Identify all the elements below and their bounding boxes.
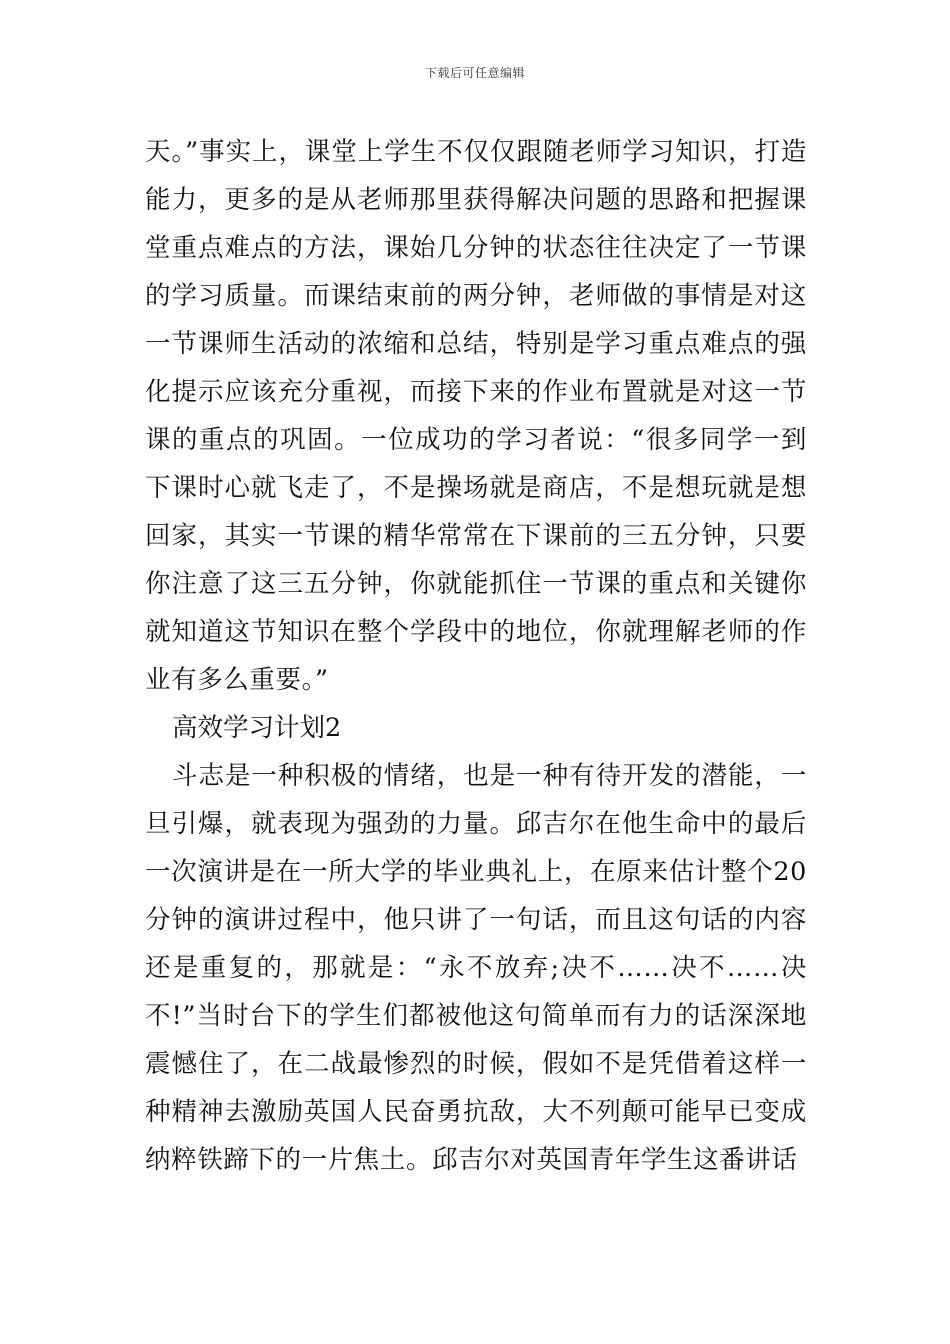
document-body [145,128,807,1184]
paragraph-2: 斗志是一种积极的情绪，也是一种有待开发的潜能，一旦引爆，就表现为强劲的力量。邱吉尔在他生命中的最后一次演讲是在一所大学的毕业典礼上，在原来估计整个20分钟的演讲过程中，他只讲了一句话，而且这句话的内容还是重复的，那就是：“永不放弃;决不……决不……决不!”当时台下的学生们都被他这句简单而有力的话深深地震憾住了，在二战最惨烈的时候，假如不是凭借着这样一种精神去激励英国人民奋勇抗敌，大不列颠可能早已变成纳粹铁蹄下的一片焦土。邱吉尔对英国青年学生这番讲话 [145,761,807,1175]
paragraph-1: 天。”事实上，课堂上学生不仅仅跟随老师学习知识，打造能力，更多的是从老师那里获得解决问题的思路和把握课堂重点难点的方法，课始几分钟的状态往往决定了一节课的学习质量。而课结束前的两分钟，老师做的事情是对这一节课师生活动的浓缩和总结，特别是学习重点难点的强化提示应该充分重视，而接下来的作业布置就是对这一节课的重点的巩固。一位成功的学习者说：“很多同学一到下课时心就飞走了，不是操场就是商店，不是想玩就是想回家，其实一节课的精华常常在下课前的三五分钟，只要你注意了这三五分钟，你就能抓住一节课的重点和关键你就知道这节知识在整个学段中的地位，你就理解老师的作业有多么重要。” [145,137,807,695]
section-heading: 高效学习计划2 [172,713,342,743]
page-header: 下载后可任意编辑 [424,66,525,80]
